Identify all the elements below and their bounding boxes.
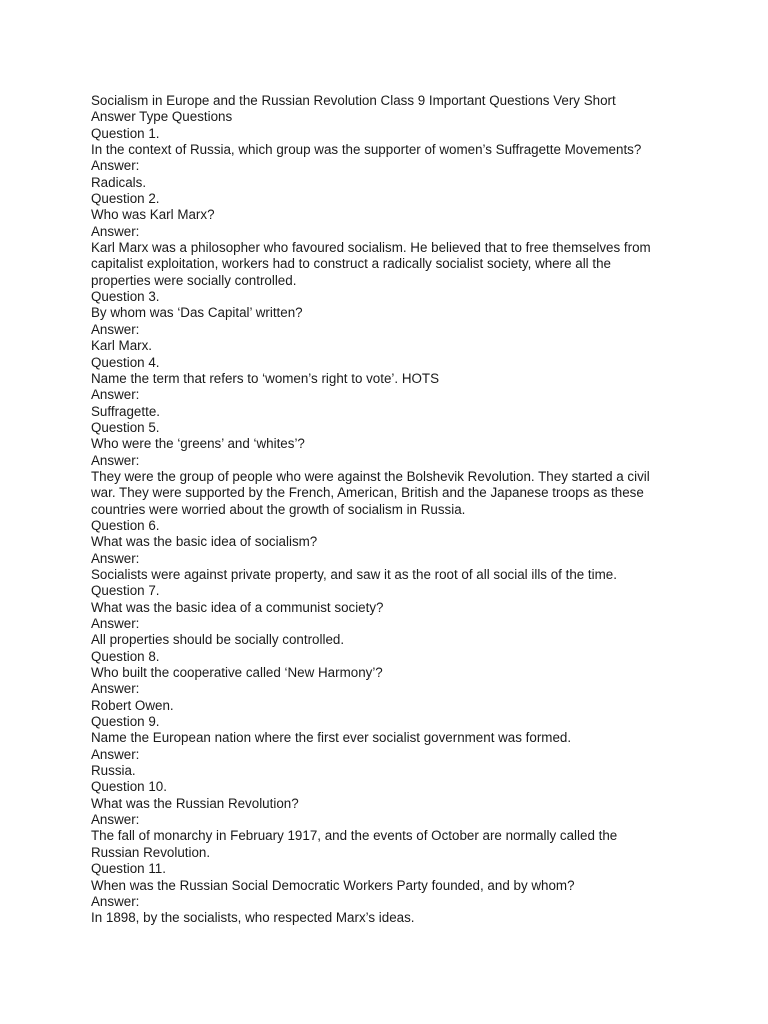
answer-text: Radicals. <box>91 174 147 190</box>
answer-text: The fall of monarchy in February 1917, and the events of October are normally called the <box>91 828 618 844</box>
document-title <box>91 93 691 126</box>
answer-label: Answer: <box>91 158 140 174</box>
qa-item <box>91 861 691 926</box>
answer-label: Answer: <box>91 321 140 337</box>
question-text: What was the basic idea of socialism? <box>91 534 318 550</box>
question-label: Question 2. <box>91 191 160 207</box>
answer-text: Socialists were against private property, and saw it as the root of all social ills of the time. <box>91 566 617 582</box>
answer-text: capitalist exploitation, workers had to construct a radically socialist society, where all the <box>91 256 611 272</box>
title-line: Answer Type Questions <box>91 109 233 125</box>
question-text: Name the term that refers to ‘women’s right to vote’. HOTS <box>91 370 440 386</box>
answer-text: properties were socially controlled. <box>91 272 297 288</box>
answer-label: Answer: <box>91 223 140 239</box>
answer-label: Answer: <box>91 387 140 403</box>
question-text: In the context of Russia, which group was the supporter of women’s Suffragette Movements? <box>91 142 642 158</box>
question-text: Who built the cooperative called ‘New Harmony’? <box>91 665 383 681</box>
answer-label: Answer: <box>91 746 140 762</box>
question-label: Question 8. <box>91 648 160 664</box>
question-text: What was the Russian Revolution? <box>91 795 299 811</box>
question-label: Question 1. <box>91 125 160 141</box>
question-label: Question 6. <box>91 517 160 533</box>
qa-item <box>91 420 691 518</box>
qa-item <box>91 649 691 714</box>
question-label: Question 11. <box>91 861 166 877</box>
answer-text: In 1898, by the socialists, who respected Marx’s ideas. <box>91 910 415 926</box>
answer-text: war. They were supported by the French, American, British and the Japanese troops as these <box>91 485 644 501</box>
answer-text: Suffragette. <box>91 403 160 419</box>
answer-text: Russia. <box>91 763 136 779</box>
question-label: Question 3. <box>91 289 160 305</box>
question-label: Question 9. <box>91 714 160 730</box>
question-label: Question 4. <box>91 354 160 370</box>
title-line: Socialism in Europe and the Russian Revolution Class 9 Important Questions Very Short <box>91 93 616 108</box>
qa-item <box>91 583 691 648</box>
answer-text: They were the group of people who were against the Bolshevik Revolution. They started a civil <box>91 468 650 484</box>
question-label: Question 5. <box>91 419 160 435</box>
answer-text: Karl Marx. <box>91 338 153 354</box>
answer-label: Answer: <box>91 812 140 828</box>
qa-item <box>91 714 691 779</box>
qa-item <box>91 126 691 191</box>
question-text: Who was Karl Marx? <box>91 207 215 223</box>
qa-item <box>91 518 691 583</box>
qa-item <box>91 289 691 354</box>
question-text: Name the European nation where the first ever socialist government was formed. <box>91 730 572 746</box>
answer-label: Answer: <box>91 893 140 909</box>
question-text: What was the basic idea of a communist society? <box>91 599 384 615</box>
answer-label: Answer: <box>91 550 140 566</box>
qa-list <box>91 126 691 927</box>
answer-text: Robert Owen. <box>91 697 174 713</box>
answer-text: All properties should be socially controlled. <box>91 632 345 648</box>
answer-text: Russian Revolution. <box>91 844 211 860</box>
question-label: Question 10. <box>91 779 167 795</box>
answer-text: countries were worried about the growth of socialism in Russia. <box>91 501 466 517</box>
qa-item <box>91 191 691 289</box>
question-text: Who were the ‘greens’ and ‘whites’? <box>91 436 305 452</box>
question-text: When was the Russian Social Democratic Workers Party founded, and by whom? <box>91 877 575 893</box>
answer-text: Karl Marx was a philosopher who favoured socialism. He believed that to free themselves from <box>91 240 651 256</box>
document-page <box>91 93 691 927</box>
qa-item <box>91 779 691 861</box>
answer-label: Answer: <box>91 681 140 697</box>
qa-item <box>91 355 691 420</box>
question-text: By whom was ‘Das Capital’ written? <box>91 305 303 321</box>
answer-label: Answer: <box>91 616 140 631</box>
question-label: Question 7. <box>91 583 160 599</box>
answer-label: Answer: <box>91 452 140 468</box>
